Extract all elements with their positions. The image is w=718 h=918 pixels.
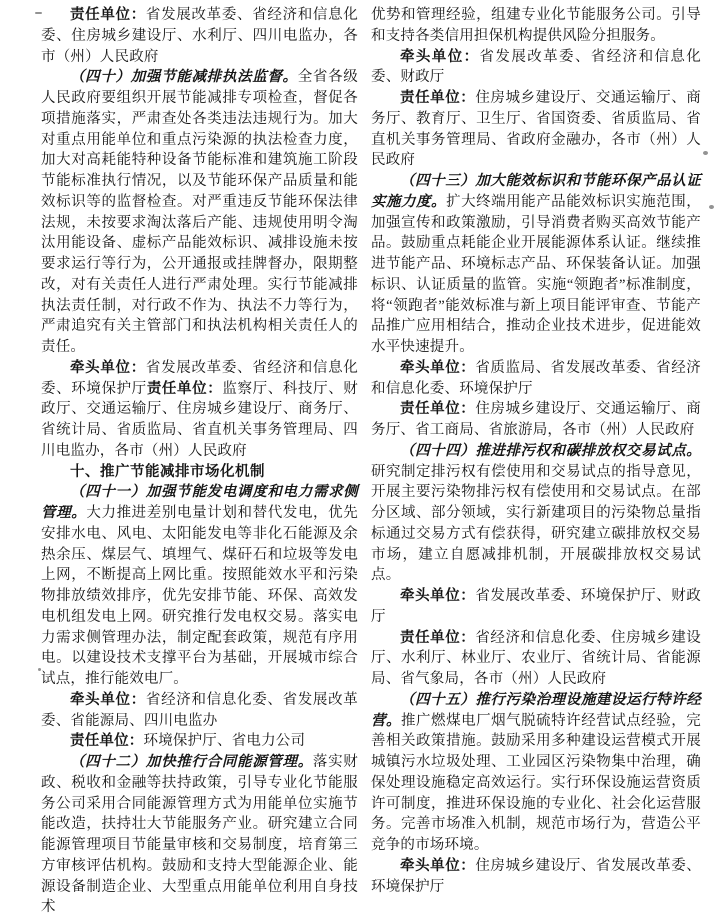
body-text: 住房城乡建设厅、交通运输厅、商务厅、教育厅、卫生厅、省国资委、省质监局、省直机关事务管理局、省政府金融办，各市（州）人民政府 xyxy=(371,90,702,169)
paragraph xyxy=(371,399,701,441)
label-text: 牵头单位： xyxy=(400,359,476,376)
scan-speck xyxy=(35,12,42,14)
body-text: 优势和管理经验，组建专业化节能服务公司。引导和支持各类信用担保机构提供风险分担服务。 xyxy=(371,7,701,44)
item-title-text: （四十五）推行污染治理设施建设运行特许经营。 xyxy=(371,691,701,729)
paragraph xyxy=(371,856,701,898)
body-text: 省质监局、省发展改革委、省经济和信息化委、环境保护厅 xyxy=(371,359,702,397)
label-text: 责任单位： xyxy=(70,733,144,750)
body-text: 研究制定排污权有偿使用和交易试点的指导意见，开展主要污染物排污权有偿使用和交易试点。在部分区域、部分领域，实行新建项目的污染物总量指标通过交易方式有偿获得，研究建立碳排放权交易市场，建立自愿减排机制，开展碳排放权交易试点。 xyxy=(371,463,701,584)
body-text: 省经济和信息化委、住房城乡建设厅、水利厅、林业厅、农业厅、省统计局、省能源局、省气象局，各市（州）人民政府 xyxy=(371,629,702,687)
body-text: 省发展改革委、省经济和信息化委、环境保护厅 xyxy=(41,359,358,397)
paragraph xyxy=(371,88,701,171)
paragraph xyxy=(41,690,358,732)
label-text: 责任单位： xyxy=(400,401,476,418)
paragraph xyxy=(371,690,701,856)
paragraph xyxy=(371,171,701,358)
paragraph xyxy=(371,586,701,628)
body-text: 推广燃煤电厂烟气脱硫特许经营试点经验，完善相关政策措施。鼓励采用多种建设运营模式开展城镇污水垃圾处理、工业园区污染物集中治理，确保处理设施稳定高效运行。实行环保设施运营资质许可制度，推进环保设施的专业化、社会化运营服务。完善市场准入机制，规范市场行为，营造公平竞争的市场环境。 xyxy=(371,712,701,853)
label-text: 责任单位： xyxy=(70,7,146,23)
label-text: 牵头单位： xyxy=(400,48,480,65)
body-text: 全省各级人民政府要组织开展节能减排专项检查，督促各项措施落实，严肃查处各类违法违规行为。加大对重点用能单位和重点污染源的执法检查力度，加大对高耗能特种设备节能标准和建筑施工阶段节能标准执行情况，以及节能环保产品质量和能效标识等的监督检查。对严重违反节能环保法律法规，未按要求淘汰落后产能、违规使用明令淘汰用能设备、虚标产品能效标识、减排设施未按要求运行等行为，公开通报或挂牌督办，限期整改，对有关责任人进行严肃处理。实行节能减排执法责任制，对行政不作为、执法不力等行为，严肃追究有关主管部门和执法机构相关责任人的责任。 xyxy=(41,69,358,355)
label-text: 牵头单位： xyxy=(70,691,146,708)
item-title-text: （四十）加强节能减排执法监督。 xyxy=(70,69,298,86)
scan-speck xyxy=(703,151,708,155)
paragraph xyxy=(41,5,358,67)
body-text: 省发展改革委、省经济和信息化委、财政厅 xyxy=(371,48,701,86)
body-text: 住房城乡建设厅、交通运输厅、商务厅、省工商局、省旅游局，各市（州）人民政府 xyxy=(371,401,702,438)
item-title-text: （四十四）推进排污权和碳排放权交易试点。 xyxy=(400,442,701,459)
section-heading xyxy=(41,462,358,483)
label-text: 责任单位： xyxy=(400,629,476,646)
body-text: 住房城乡建设厅、省发展改革委、环境保护厅 xyxy=(371,857,702,895)
item-title-text: （四十一）加强节能发电调度和电力需求侧管理。 xyxy=(41,484,358,521)
label-text: 牵头单位： xyxy=(400,588,476,604)
text-column-left xyxy=(41,5,358,918)
paragraph xyxy=(41,731,358,752)
label-text: 责任单位： xyxy=(146,380,223,397)
scan-speck xyxy=(38,668,41,671)
paragraph xyxy=(41,752,358,918)
body-text: 环境保护厅、省电力公司 xyxy=(143,733,306,750)
label-text: 责任单位： xyxy=(400,90,476,106)
body-text: 省发展改革委、环境保护厅、财政厅 xyxy=(371,588,702,625)
body-text: 大力推进差别电量计划和替代发电，优先安排水电、风电、太阳能发电等非化石能源及余热余压、煤层气、填埋气、煤矸石和垃圾等发电上网，不断提高上网比重。按照能效水平和污染物排放绩效排序，优先安排节能、环保、高效发电机组发电上网。研究推行发电权交易。落实电力需求侧管理办法，制定配套政策，规范有序用电。以建设技术支撑平台为基础，开展城市综合试点，推行能效电厂。 xyxy=(41,505,358,687)
paragraph xyxy=(371,5,701,47)
body-text: 落实财政、税收和金融等扶持政策，引导专业化节能服务公司采用合同能源管理方式为用能单位实施节能改造，扶持壮大节能服务产业。研究建立合同能源管理项目节能量审核和交易制度，培育第三方审核评估机构。鼓励和支持大型能源企业、能源设备制造企业、大型重点用能单位利用自身技术 xyxy=(41,754,358,916)
text-column-right xyxy=(371,5,701,897)
two-column-text-layout xyxy=(41,5,701,918)
paragraph xyxy=(371,358,701,400)
item-title-text: （四十二）加快推行合同能源管理。 xyxy=(70,754,313,770)
paragraph xyxy=(41,358,358,462)
scan-speck xyxy=(709,205,714,209)
paragraph xyxy=(41,67,358,358)
label-text: 十、推广节能减排市场化机制 xyxy=(70,463,265,480)
label-text: 牵头单位： xyxy=(400,857,476,874)
body-text: 扩大终端用能产品能效标识实施范围，加强宣传和政策激励，引导消费者购买高效节能产品。鼓励重点耗能企业开展能源体系认证。继续推进节能产品、环境标志产品、环保装备认证。加强标识、认证质量的监管。实施“领跑者”标准制度，将“领跑者”能效标准与新上项目能评审查、节能产品推广应用相结合，推动企业技术进步，促进能效水平快速提升。 xyxy=(371,193,702,355)
body-text: 省发展改革委、省经济和信息化委、住房城乡建设厅、水利厅、四川电监办，各市（州）人民政府 xyxy=(41,7,358,65)
label-text: 牵头单位： xyxy=(70,359,146,376)
paragraph xyxy=(371,441,701,586)
item-title-text: （四十三）加大能效标识和节能环保产品认证实施力度。 xyxy=(371,173,701,210)
body-text: 监察厅、科技厅、财政厅、交通运输厅、住房城乡建设厅、商务厅、省统计局、省质监局、省直机关事务管理局、四川电监办，各市（州）人民政府 xyxy=(41,380,359,459)
body-text: 省经济和信息化委、省发展改革委、省能源局、四川电监办 xyxy=(41,691,358,729)
paragraph xyxy=(371,47,701,89)
paragraph xyxy=(41,482,358,690)
paragraph xyxy=(371,628,701,690)
